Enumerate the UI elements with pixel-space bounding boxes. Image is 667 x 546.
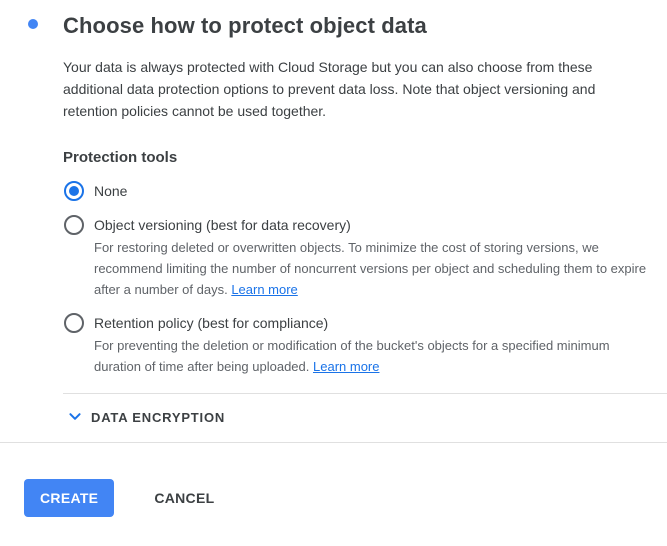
step-description: Your data is always protected with Cloud Storage but you can also choose from these additional data protection options to prevent data loss. Note that object versioning and retention policies cannot be used together. <box>63 59 596 119</box>
data-encryption-label: DATA ENCRYPTION <box>91 409 226 425</box>
radio-help-retention-policy <box>94 335 659 377</box>
radio-label-object-versioning: Object versioning (best for data recovery) <box>94 217 351 233</box>
wizard-footer <box>24 479 226 517</box>
step-indicator-bullet <box>28 19 38 29</box>
radio-icon-none[interactable] <box>64 181 84 201</box>
data-encryption-expander[interactable] <box>63 405 225 429</box>
spacer <box>63 300 659 310</box>
cancel-button[interactable]: CANCEL <box>142 479 226 517</box>
radio-icon-object-versioning[interactable] <box>64 215 84 235</box>
step-content <box>63 0 659 377</box>
radio-label-retention-policy: Retention policy (best for compliance) <box>94 315 329 331</box>
create-button[interactable]: CREATE <box>24 479 114 517</box>
radio-help-text-object-versioning: For restoring deleted or overwritten objects. To minimize the cost of storing versions, we recommend limiting the number of noncurrent versions per object and scheduling them to expire after a number of days. <box>94 240 647 297</box>
spacer <box>63 202 659 212</box>
radio-option-none[interactable] <box>63 180 659 202</box>
protection-tools-label: Protection tools <box>63 149 178 166</box>
page-title: Choose how to protect object data <box>63 13 427 38</box>
radio-label-none: None <box>94 183 128 199</box>
section-divider <box>63 393 667 394</box>
radio-option-object-versioning[interactable] <box>63 214 659 300</box>
radio-help-text-retention-policy: For preventing the deletion or modification of the bucket's objects for a specified minimum duration of time after being uploaded. <box>94 338 610 374</box>
chevron-down-icon <box>63 405 87 429</box>
learn-more-link-object-versioning[interactable]: Learn more <box>231 282 298 297</box>
footer-divider <box>0 442 667 443</box>
radio-option-retention-policy[interactable] <box>63 312 659 377</box>
learn-more-link-retention-policy[interactable]: Learn more <box>313 359 380 374</box>
radio-icon-retention-policy[interactable] <box>64 313 84 333</box>
protection-tools-radio-group <box>63 180 659 377</box>
radio-help-object-versioning <box>94 237 659 300</box>
